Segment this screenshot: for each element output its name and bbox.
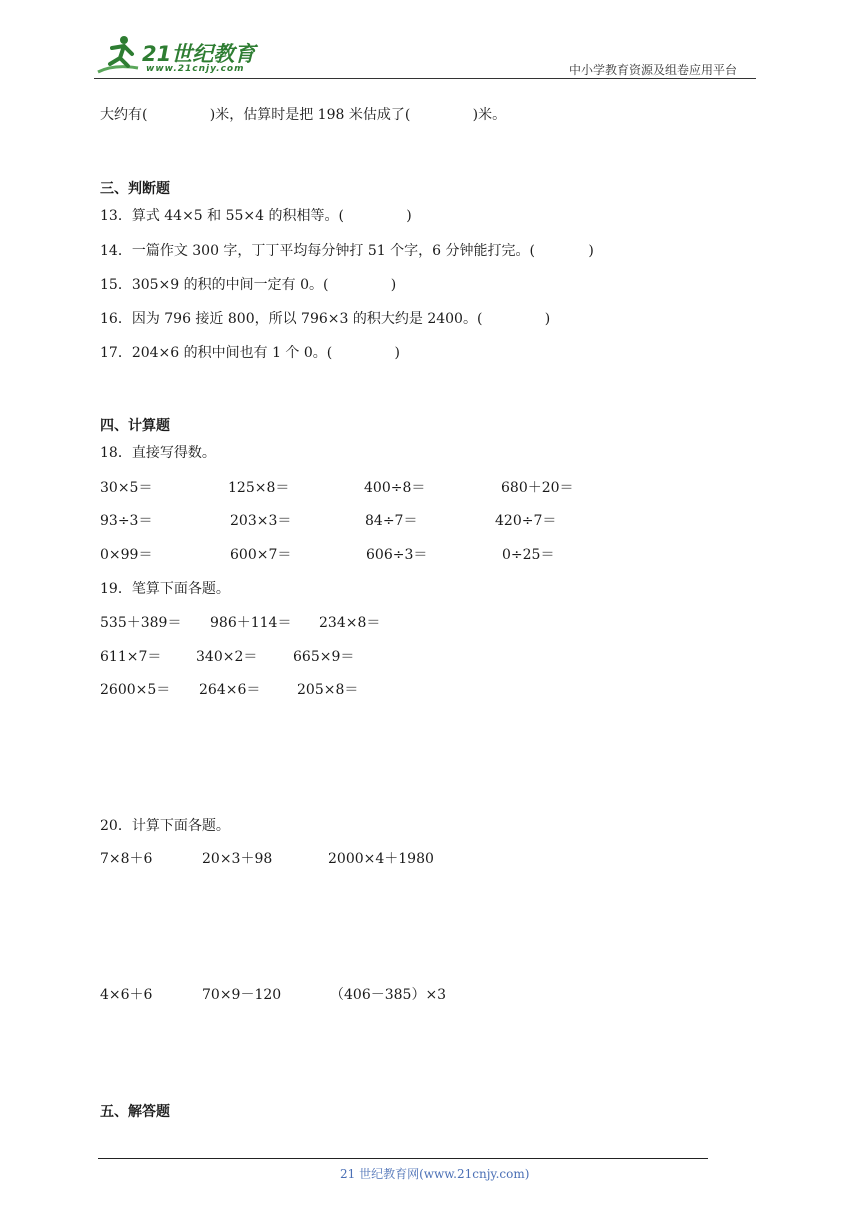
question-13: 13．算式 44×5 和 55×4 的积相等。( )	[100, 208, 412, 224]
question-15: 15．305×9 的积的中间一定有 0。( )	[100, 277, 397, 293]
q19-cell: 264×6＝	[199, 682, 261, 698]
q20-cell: （406－385）×3	[330, 987, 447, 1003]
logo	[94, 34, 264, 78]
q18-cell: 0÷25＝	[502, 547, 555, 563]
question-14: 14．一篇作文 300 字，丁丁平均每分钟打 51 个字，6 分钟能打完。( )	[100, 243, 594, 259]
q19-cell: 986＋114＝	[210, 615, 292, 631]
q18-cell: 0×99＝	[100, 547, 153, 563]
carryover-question: 大约有( )米，估算时是把 198 米估成了( )米。	[100, 107, 507, 123]
q18-cell: 606÷3＝	[366, 547, 428, 563]
section-title-calc: 四、计算题	[100, 418, 170, 434]
q18-cell: 680＋20＝	[501, 480, 574, 496]
q19-cell: 2600×5＝	[100, 682, 171, 698]
q18-cell: 400÷8＝	[364, 480, 426, 496]
q19-cell: 665×9＝	[293, 649, 355, 665]
footer-rule	[98, 1158, 708, 1159]
question-17: 17．204×6 的积中间也有 1 个 0。( )	[100, 345, 401, 361]
question-18-label: 18．直接写得数。	[100, 445, 216, 461]
question-20-label: 20．计算下面各题。	[100, 818, 230, 834]
section-title-answer: 五、解答题	[100, 1104, 170, 1120]
runner-logo-icon	[94, 34, 148, 78]
q19-cell: 205×8＝	[297, 682, 359, 698]
q20-cell: 70×9－120	[202, 987, 282, 1003]
q19-cell: 535＋389＝	[100, 615, 182, 631]
q18-cell: 84÷7＝	[365, 513, 418, 529]
q19-cell: 340×2＝	[196, 649, 258, 665]
logo-url: www.21cnjy.com	[146, 64, 245, 74]
header-platform-text: 中小学教育资源及组卷应用平台	[569, 63, 738, 77]
q19-cell: 234×8＝	[319, 615, 381, 631]
q18-cell: 420÷7＝	[495, 513, 557, 529]
q20-cell: 2000×4＋1980	[328, 851, 434, 867]
q20-cell: 4×6＋6	[100, 987, 153, 1003]
logo-title: 21世纪教育	[142, 42, 256, 66]
section-title-judge: 三、判断题	[100, 181, 170, 197]
question-19-label: 19．笔算下面各题。	[100, 581, 230, 597]
q18-cell: 93÷3＝	[100, 513, 153, 529]
header-rule	[94, 78, 756, 79]
q18-cell: 600×7＝	[230, 547, 292, 563]
q19-cell: 611×7＝	[100, 649, 162, 665]
question-16: 16．因为 796 接近 800，所以 796×3 的积大约是 2400。( )	[100, 311, 551, 327]
q18-cell: 30×5＝	[100, 480, 153, 496]
q18-cell: 203×3＝	[230, 513, 292, 529]
q18-cell: 125×8＝	[228, 480, 290, 496]
q20-cell: 7×8＋6	[100, 851, 153, 867]
footer-text: 21 世纪教育网(www.21cnjy.com)	[340, 1167, 530, 1181]
q20-cell: 20×3＋98	[202, 851, 273, 867]
